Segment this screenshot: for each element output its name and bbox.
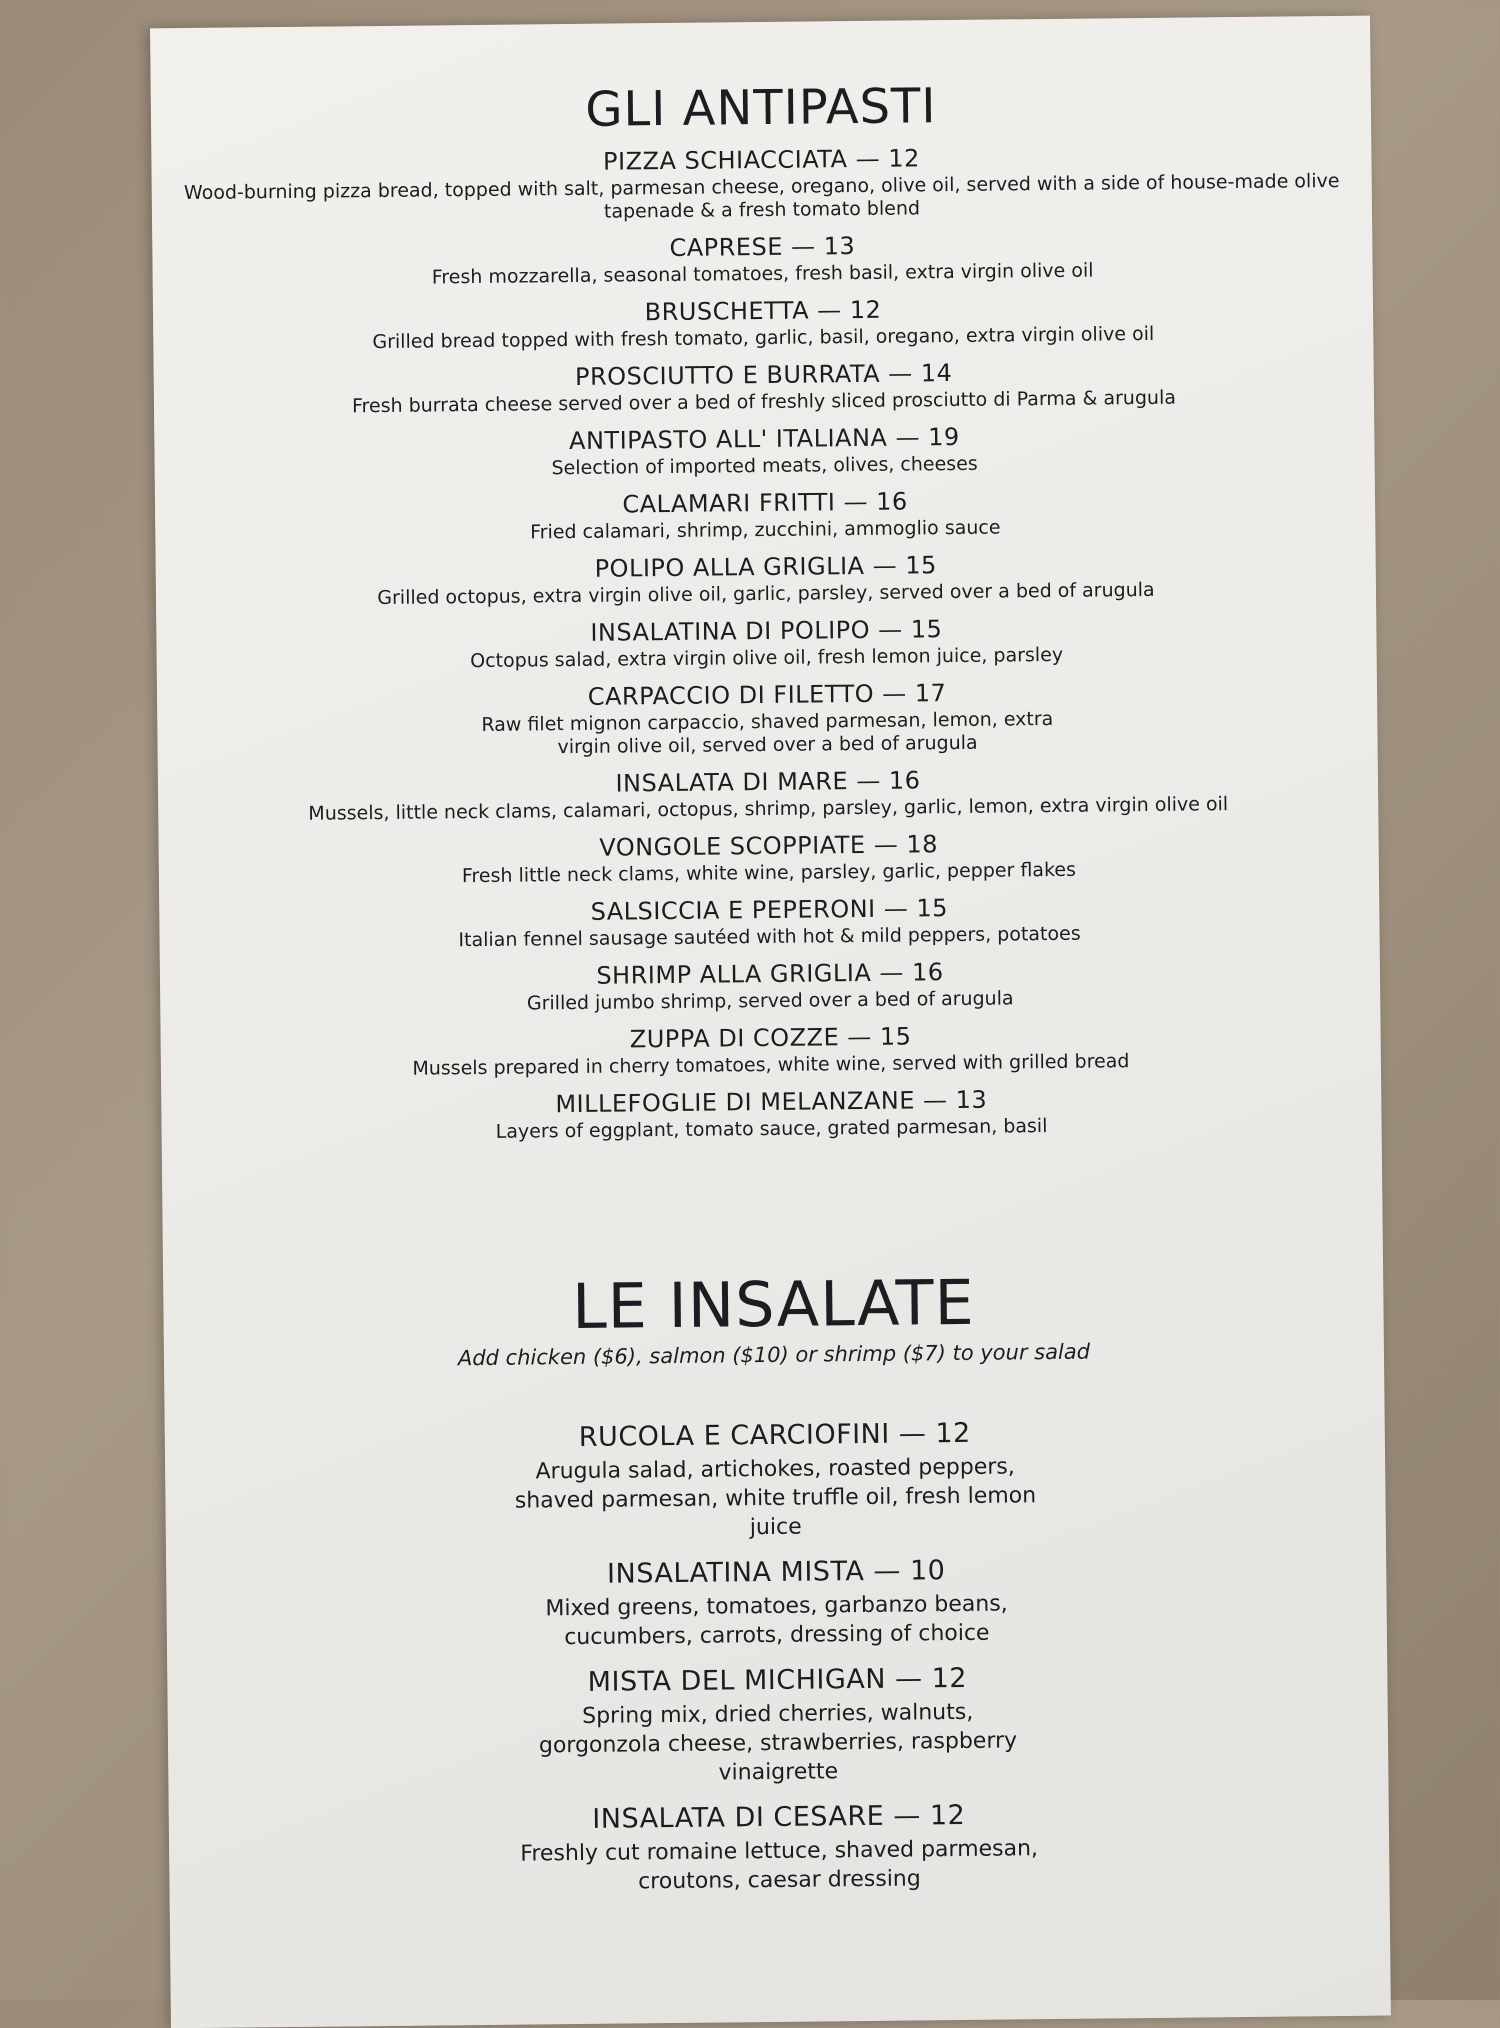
section-spacer [162,1144,1383,1275]
menu-item [158,824,1379,892]
antipasti-title: GLI ANTIPASTI [584,78,937,138]
menu-item [155,481,1376,549]
item-desc: Italian fennel sausage sautéed with hot & mild peppers, potatoes [458,922,1081,952]
menu-item [156,545,1377,613]
item-name: MISTA DEL MICHIGAN — 12 [587,1662,968,1698]
item-desc: Fresh burrata cheese served over a bed of freshly sliced prosciutto di Parma & arugula [351,386,1177,418]
menu-item [156,609,1377,677]
menu-item [154,417,1375,485]
item-name: PIZZA SCHIACCIATA — 12 [602,144,920,176]
insalate-title: LE INSALATE [571,1265,976,1344]
antipasti-list [151,138,1381,1148]
item-desc: Selection of imported meats, olives, cheeses [551,452,978,480]
menu-item [161,1016,1382,1084]
menu-item [166,1548,1387,1657]
menu-item [159,888,1380,956]
item-desc: Layers of eggplant, tomato sauce, grated parmesan, basil [495,1115,1048,1143]
menu-item [160,952,1381,1020]
item-name: RUCOLA E CARCIOFINI — 12 [578,1417,971,1453]
item-name: ZUPPA DI COZZE — 15 [629,1022,912,1054]
item-desc: Fresh little neck clams, white wine, parsley, garlic, pepper flakes [461,858,1077,888]
item-desc: Grilled jumbo shrimp, served over a bed of arugula [526,987,1014,1015]
item-desc: Fried calamari, shrimp, zucchini, ammoglio sauce [530,516,1001,544]
item-desc: Octopus salad, extra virgin olive oil, fresh lemon juice, parsley [470,643,1064,673]
item-name: PROSCIUTTO E BURRATA — 14 [574,359,953,391]
item-name: MILLEFOGLIE DI MELANZANE — 13 [555,1085,988,1119]
item-desc: Arugula salad, artichokes, roasted peppers, shaved parmesan, white truffle oil, fresh lemon juice [514,1454,1037,1541]
menu-item [153,289,1374,357]
item-name: SHRIMP ALLA GRIGLIA — 16 [596,958,944,990]
menu-item [157,673,1378,764]
menu-item [158,760,1379,828]
item-desc: Mixed greens, tomatoes, garbanzo beans, cucumbers, carrots, dressing of choice [545,1591,1008,1651]
item-desc: Mussels, little neck clams, calamari, octopus, shrimp, parsley, garlic, lemon, extra virgin olive oil [308,793,1229,825]
item-desc: Grilled octopus, extra virgin olive oil, garlic, parsley, served over a bed of arugula [377,578,1155,610]
insalate-subtitle: Add chicken ($6), salmon ($10) or shrimp ($7) to your salad [457,1339,1091,1371]
item-desc: Fresh mozzarella, seasonal tomatoes, fresh basil, extra virgin olive oil [431,259,1094,289]
item-desc: Grilled bread topped with fresh tomato, garlic, basil, oregano, extra virgin olive oil [372,322,1155,354]
insalate-list [165,1411,1390,1902]
item-name: INSALATA DI MARE — 16 [615,766,921,798]
menu-item [167,1656,1388,1794]
menu-item [154,353,1375,421]
menu-item [151,138,1372,229]
item-desc: Wood-burning pizza bread, topped with salt, parmesan cheese, oregano, olive oil, served with a side of house-made olive tapenade & a fresh tomato blend [183,169,1340,223]
item-desc: Mussels prepared in cherry tomatoes, white wine, served with grilled bread [412,1050,1130,1080]
menu-item [169,1793,1390,1902]
item-desc: Freshly cut romaine lettuce, shaved parmesan, croutons, caesar dressing [520,1836,1039,1895]
item-name: BRUSCHETTA — 12 [644,295,882,327]
item-name: SALSICCIA E PEPERONI — 15 [590,894,949,926]
menu-page [150,16,1391,2028]
item-name: INSALATINA DI POLIPO — 15 [590,615,943,647]
item-name: POLIPO ALLA GRIGLIA — 15 [594,551,937,583]
item-desc: Raw filet mignon carpaccio, shaved parmesan, lemon, extra virgin olive oil, served over a bed of arugula [481,707,1054,759]
item-name: VONGOLE SCOPPIATE — 18 [599,830,939,862]
item-name: ANTIPASTO ALL' ITALIANA — 19 [568,422,960,456]
menu-item [152,225,1373,293]
menu-item [165,1411,1386,1549]
item-desc: Spring mix, dried cherries, walnuts, gorgonzola cheese, strawberries, raspberry vinaigrette [538,1699,1018,1786]
item-name: INSALATINA MISTA — 10 [606,1555,946,1590]
menu-item [161,1080,1382,1148]
item-name: CALAMARI FRITTI — 16 [622,487,908,519]
item-name: CARPACCIO DI FILETTO — 17 [587,679,947,711]
item-name: INSALATA DI CESARE — 12 [592,1799,966,1835]
item-name: CAPRESE — 13 [669,232,856,262]
